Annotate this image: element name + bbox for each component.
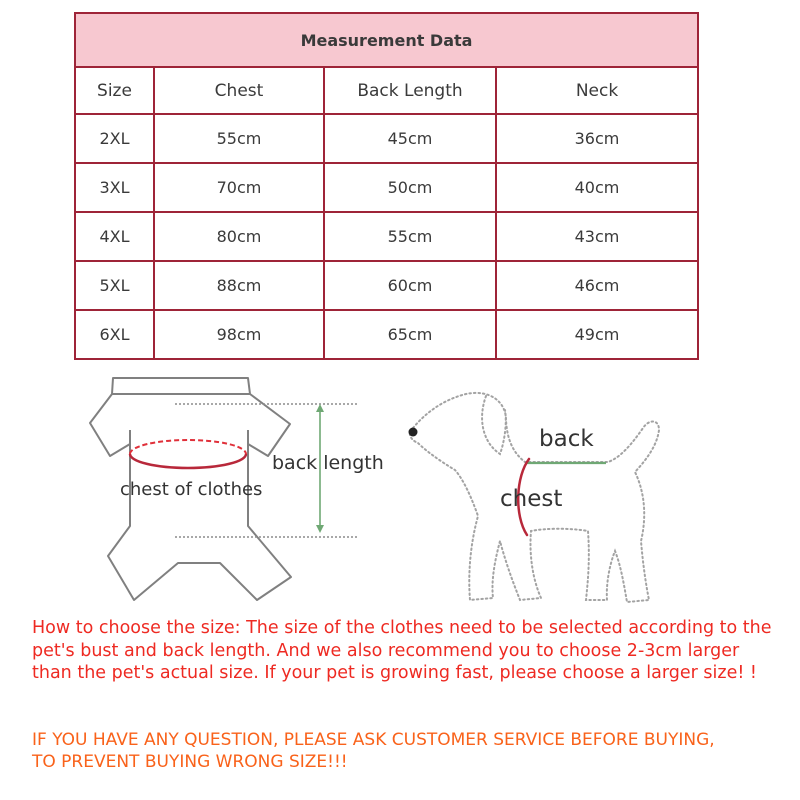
instruction-line: than the pet's actual size. If your pet is growing fast, please choose a larger size! ! <box>32 663 757 683</box>
cell-chest: 88cm <box>154 261 324 310</box>
cell-size: 5XL <box>75 261 154 310</box>
table-title: Measurement Data <box>75 13 698 67</box>
column-header-chest: Chest <box>154 67 324 114</box>
cell-neck: 43cm <box>496 212 698 261</box>
cell-neck: 40cm <box>496 163 698 212</box>
cell-back-length: 60cm <box>324 261 496 310</box>
column-header-back-length: Back Length <box>324 67 496 114</box>
customer-service-warning <box>32 729 715 773</box>
instruction-line: pet's bust and back length. And we also recommend you to choose 2-3cm larger <box>32 640 740 661</box>
cell-back-length: 45cm <box>324 114 496 163</box>
column-header-size: Size <box>75 67 154 114</box>
instruction-line: How to choose the size: The size of the clothes need to be selected according to the <box>32 618 772 638</box>
cell-size: 6XL <box>75 310 154 359</box>
cell-back-length: 55cm <box>324 212 496 261</box>
cell-size: 2XL <box>75 114 154 163</box>
back-length-arrow-head-bottom <box>316 525 324 533</box>
cell-chest: 80cm <box>154 212 324 261</box>
cell-back-length: 65cm <box>324 310 496 359</box>
size-instructions <box>32 617 771 685</box>
back-length-arrow-head-top <box>316 404 324 412</box>
cell-neck: 49cm <box>496 310 698 359</box>
warning-line: IF YOU HAVE ANY QUESTION, PLEASE ASK CUSTOMER SERVICE BEFORE BUYING, <box>32 730 715 750</box>
dog-chest-label: chest <box>500 486 563 512</box>
cell-chest: 70cm <box>154 163 324 212</box>
column-header-neck: Neck <box>496 67 698 114</box>
cell-back-length: 50cm <box>324 163 496 212</box>
cell-size: 3XL <box>75 163 154 212</box>
warning-line: TO PREVENT BUYING WRONG SIZE!!! <box>32 752 348 772</box>
cell-chest: 55cm <box>154 114 324 163</box>
chest-of-clothes-label: chest of clothes <box>120 479 263 500</box>
cell-neck: 46cm <box>496 261 698 310</box>
dog-back-label: back <box>539 426 594 452</box>
cell-chest: 98cm <box>154 310 324 359</box>
cell-size: 4XL <box>75 212 154 261</box>
back-length-label: back length <box>272 452 384 474</box>
dog-nose <box>409 428 418 437</box>
cell-neck: 36cm <box>496 114 698 163</box>
